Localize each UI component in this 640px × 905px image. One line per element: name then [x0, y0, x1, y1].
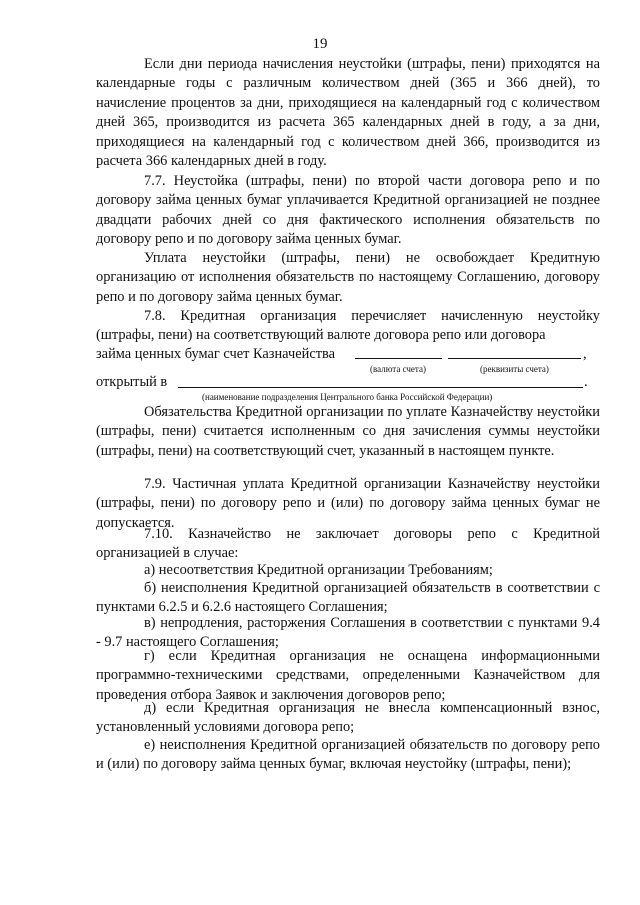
currency-field-line [355, 358, 442, 359]
caption-details: (реквизиты счета) [480, 364, 549, 374]
treasury-account-line [96, 345, 600, 364]
treasury-comma: , [583, 346, 587, 362]
item-g: г) если Кредитная организация не оснащена информационными программно-техническими средствами, определенными Казначейством для проведения отбора Заявок и заключения договоров репо; [96, 648, 600, 703]
account-details-field-line [448, 358, 581, 359]
opened-in-line [96, 373, 600, 392]
opened-in-text: открытый в [96, 374, 168, 390]
opened-period: . [584, 374, 588, 390]
paragraph-7-7: 7.7. Неустойка (штрафы, пени) по второй части договора репо и по договору займа ценных бумаг уплачивается Кредитной организацией не позднее двадцати рабочих дней со дня фактического исполнения обязательств по договору репо и по договору займа ценных бумаг. [96, 173, 600, 248]
paragraph-leap-year: Если дни периода начисления неустойки (штрафы, пени) приходятся на календарные годы с различным количеством дней (365 и 366 дней), то начисление процентов за дни, приходящиеся на календарный год с количеством дней 365, производится из расчета 365 календарных дней в году, а за дни, приходящиеся на календарный год с количеством дней 366, производится из расчета 366 календарных дней в году. [96, 56, 600, 170]
page-number: 19 [312, 36, 328, 52]
paragraph-penalty-payment: Уплата неустойки (штрафы, пени) не освобождает Кредитную организацию от исполнения обязательств по настоящему Соглашению, договору репо и по договору займа ценных бумаг. [96, 250, 600, 305]
paragraph-obligations: Обязательства Кредитной организации по уплате Казначейству неустойки (штрафы, пени) считается исполненным со дня зачисления суммы неустойки (штрафы, пени) на соответствующий счет, указанный в настоящем пункте. [96, 404, 600, 459]
branch-field-line [178, 387, 583, 388]
treasury-account-text: займа ценных бумаг счет Казначейства [96, 346, 335, 362]
paragraph-7-8: 7.8. Кредитная организация перечисляет начисленную неустойку (штрафы, пени) на соответствующий валюте договора репо или договора [96, 308, 600, 344]
paragraph-7-10: 7.10. Казначейство не заключает договоры репо с Кредитной организацией в случае: [96, 526, 600, 562]
item-b: б) неисполнения Кредитной организацией обязательств в соответствии с пунктами 6.2.5 и 6.2.6 настоящего Соглашения; [96, 580, 600, 616]
item-e: е) неисполнения Кредитной организацией обязательств по договору репо и (или) по договору займа ценных бумаг, включая неустойку (штрафы, пени); [96, 737, 600, 773]
paragraph-7-9: 7.9. Частичная уплата Кредитной организации Казначейству неустойки (штрафы, пени) по договору репо и (или) по договору займа ценных бумаг не допускается. [96, 476, 600, 531]
caption-currency: (валюта счета) [370, 364, 426, 374]
item-a: а) несоответствия Кредитной организации Требованиям; [144, 562, 493, 578]
item-d: д) если Кредитная организация не внесла компенсационный взнос, установленный условиями договора репо; [96, 700, 600, 736]
caption-branch: (наименование подразделения Центрального банка Российской Федерации) [202, 392, 493, 402]
item-v: в) непродления, расторжения Соглашения в соответствии с пунктами 9.4 - 9.7 настоящего Соглашения; [96, 615, 600, 651]
